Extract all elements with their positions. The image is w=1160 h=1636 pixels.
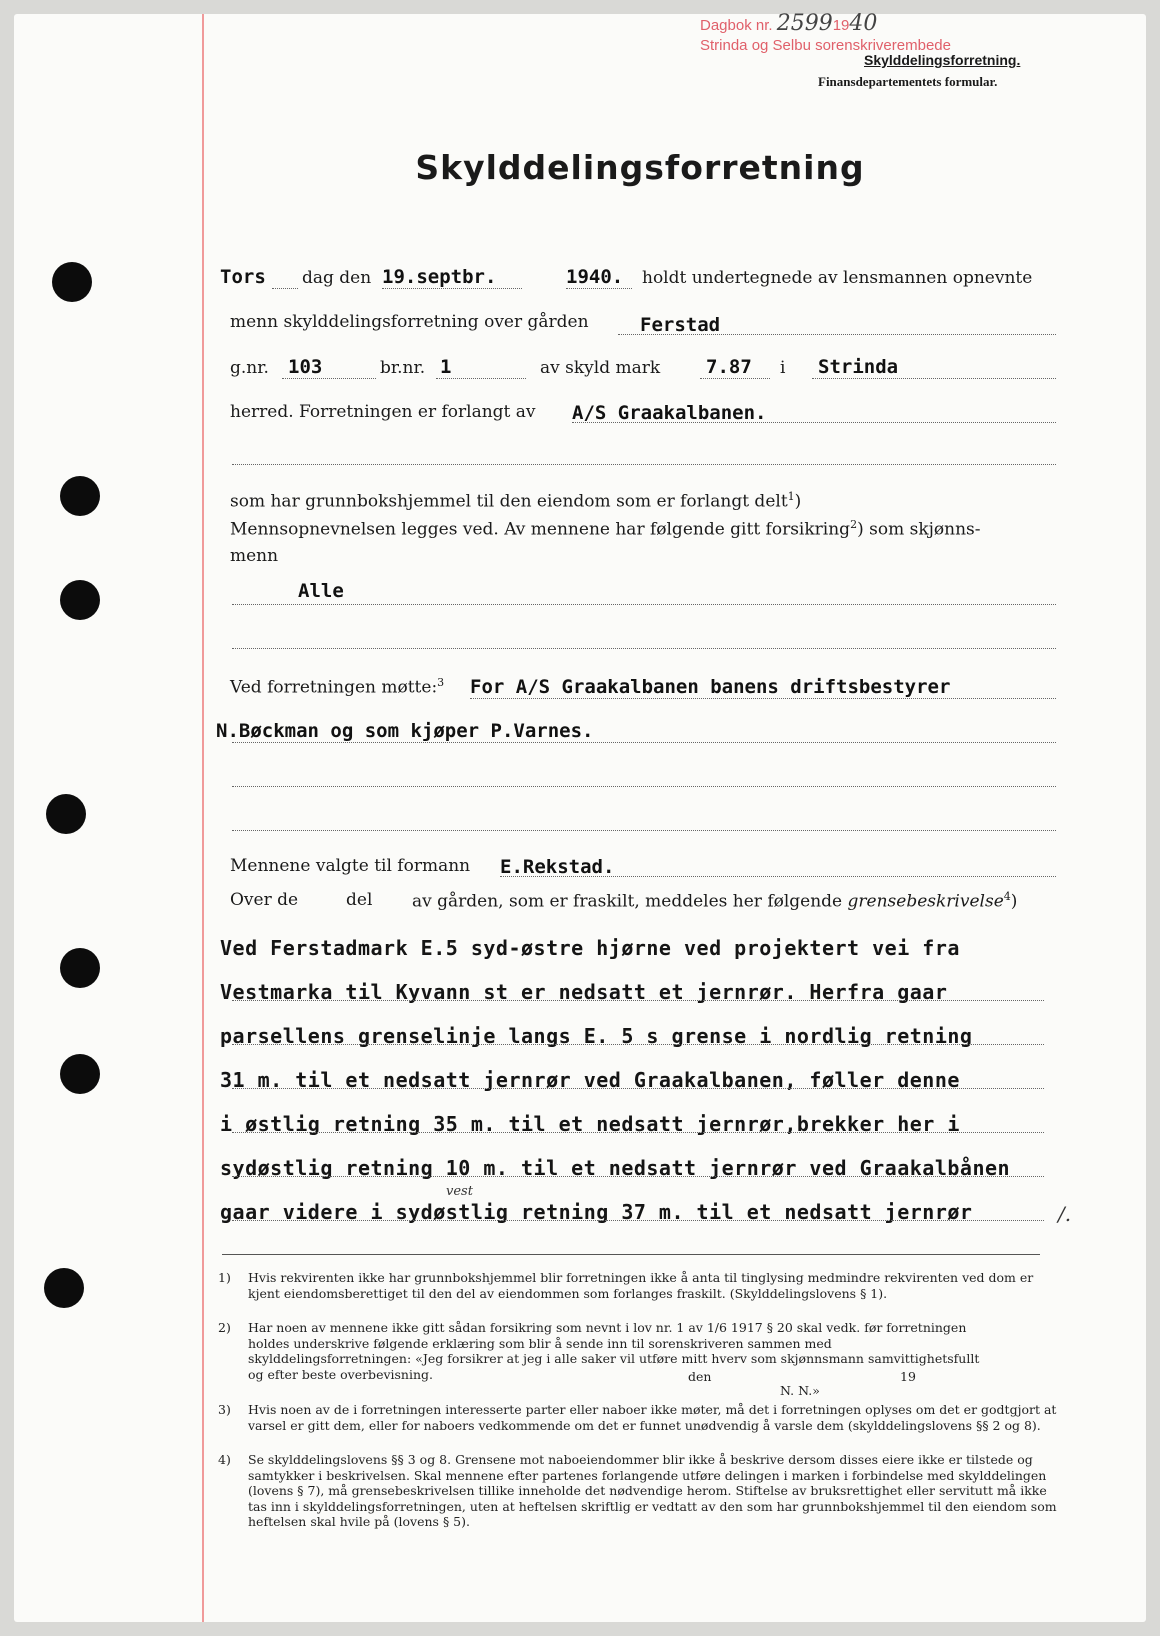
date-value: 19.septbr. [382,266,497,288]
dag-den-label: dag den [302,268,372,288]
del-label: del [346,890,373,910]
dotted-line [382,288,522,289]
footnote-number: 2) [218,1320,231,1335]
dotted-line [566,288,632,289]
line7: Mennsopnevnelsen legges ved. Av mennene har følgende gitt forsikring$^2$) som skjønns- [230,518,981,540]
dagbok-label: Dagbok nr. [700,17,773,34]
dotted-line [232,1088,1044,1089]
dotted-line [232,786,1056,787]
requester-label: herred. Forretningen er forlangt av [230,402,536,422]
dotted-line [812,378,1056,379]
skyld-label: av skyld mark [540,358,661,378]
dotted-line [272,288,298,289]
requester-value: A/S Graakalbanen. [572,402,767,424]
line7-tail: som skjønns- [869,519,981,540]
formann-label: Mennene valgte til formann [230,856,471,876]
dotted-line [232,648,1056,649]
gnr-value: 103 [288,356,323,378]
grense-intro: av gården, som er fraskilt, meddeles her følgende grensebeskrivelse$^4$) [412,890,1018,912]
weekday: Tors [220,266,266,288]
office-name: Strinda og Selbu sorenskriverembede [700,37,951,54]
brnr-value: 1 [440,356,452,378]
dotted-line [232,830,1056,831]
year-value: 1940. [566,266,624,288]
footnote-number: 4) [218,1452,231,1467]
brnr-label: br.nr. [380,358,426,378]
description-end-mark: /. [1058,1202,1072,1226]
dotted-line [470,698,1056,699]
dotted-line [232,1132,1044,1133]
dagbok-number: 2599 [776,11,833,36]
page-title: Skylddelingsforretning [415,148,865,187]
mote-label [230,676,444,698]
footnote-ref: 2 [850,518,858,531]
line8: menn [230,546,279,566]
farm-label: menn skylddelingsforretning over gården [230,312,589,332]
footnote [218,1270,1058,1301]
dotted-line [232,742,1056,743]
dotted-line [232,1176,1044,1177]
dagbok-year-hand: 40 [849,11,878,36]
dotted-line [618,334,1056,335]
description-line: gaar videre i sydøstlig retning 37 m. til et nedsatt jernrør [220,1200,973,1224]
line7-text: Mennsopnevnelsen legges ved. Av mennene har følgende gitt forsikring [230,519,851,540]
dotted-line [232,464,1056,465]
mote-label-text: Ved forretningen møtte: [230,677,438,698]
footnote-number: 3) [218,1402,231,1417]
description-line: i østlig retning 35 m. til et nedsatt jernrør,brekker her i [220,1112,960,1136]
line6-text: som har grunnbokshjemmel til den eiendom som er forlangt delt [230,491,788,512]
form-id: Skylddelingsforretning. [864,52,1021,68]
grense-word: grensebeskrivelse [847,891,1004,912]
formann-value: E.Rekstad. [500,856,615,878]
footnote-ref: 4 [1003,890,1011,903]
dotted-line [500,876,1056,877]
line-date [220,266,266,288]
mote-line-2: N.Bøckman og som kjøper P.Varnes. [216,720,594,742]
punch-hole [60,476,100,516]
description-line: parsellens grenselinje langs E. 5 s grense i nordlig retning [220,1024,973,1048]
over-de-label: Over de [230,890,299,910]
dotted-line [436,378,526,379]
municipality-value: Strinda [818,356,899,378]
mote-line-1: For A/S Graakalbanen banens driftsbestyrer [470,676,951,698]
footnote-rule [222,1254,1040,1255]
dotted-line [232,1220,1044,1221]
dotted-line [232,604,1056,605]
description-line: sydøstlig retning 10 m. til et nedsatt jernrør ved Graakalbånen [220,1156,1011,1180]
punch-hole [52,262,92,302]
dotted-line [572,422,1056,423]
footnote-den: den [688,1369,712,1384]
footnote-signature: N. N.» [780,1383,820,1398]
punch-hole [44,1268,84,1308]
punch-hole [60,1054,100,1094]
description-line: Ved Ferstadmark E.5 syd-østre hjørne ved projektert vei fra [220,936,960,960]
registry-stamp [700,11,1060,56]
punch-hole [60,580,100,620]
punch-hole [46,794,86,834]
footnote-ref: 1 [787,490,795,503]
dotted-line [700,378,770,379]
dagbok-year-print: 19 [832,17,850,34]
menn-value: Alle [298,580,344,602]
farm-value: Ferstad [640,314,721,336]
footnote [218,1402,1058,1433]
i-label: i [780,358,786,378]
footnote-text: Hvis noen av de i forretningen interesserte parter eller naboer ikke møter, må det i forretningen oplyses om det er godtgjort at varsel er gitt dem, eller for naboers vedkommende om det er funnet unødvendig å varsle dem (skylddelingslovens §§ 2 og 8). [248,1402,1057,1433]
footnote-text: Se skylddelingslovens §§ 3 og 8. Grensene mot naboeiendommer blir ikke å beskrive dersom disses eiere ikke er tilstede og samtykker i beskrivelsen. Skal mennene efter partenes forlangende utføre delingen i marken i forbindelse med skylddelingen (lovens § 7), må grensebeskrivelsen tillike inneholde det nødvendige herom. Stiftelse av bruksrettighet eller servitutt må ikke tas inn i skylddelingsforretningen, uten at heftelsen skriftlig er vedtatt av den som har grunnbokshjemmel til den eiendom som heftelsen skal hvile på (lovens § 5). [248,1452,1057,1529]
line1-tail: holdt undertegnede av lensmannen opnevnte [642,268,1033,288]
dotted-line [232,1044,1044,1045]
gnr-label: g.nr. [230,358,269,378]
punch-hole [60,948,100,988]
margin-line [202,14,204,1622]
footnote-number: 1) [218,1270,231,1285]
grense-intro-text: av gården, som er fraskilt, meddeles her følgende [412,891,843,912]
dotted-line [282,378,376,379]
footnote [218,1320,1058,1382]
skyld-value: 7.87 [706,356,752,378]
footnote-year: 19 [900,1369,916,1384]
description-insert: vest [446,1184,473,1199]
footnote-text: Har noen av mennene ikke gitt sådan forsikring som nevnt i lov nr. 1 av 1/6 1917 § 20 skal vedk. før forretningen holdes underskrive følgende erklæring som blir å sende inn til sorenskriveren sammen med skylddelingsforretningen: «Jeg forsikrer at jeg i alle saker vil utføre mitt hverv som skjønnsmann samvittighetsfullt og efter beste overbevisning. [248,1320,980,1382]
line6: som har grunnbokshjemmel til den eiendom som er forlangt delt$^1$) [230,490,802,512]
footnote-text: Hvis rekvirenten ikke har grunnbokshjemmel blir forretningen ikke å anta til tinglysing medmindre rekvirenten ved dom er kjent eiendomsberettiget til den del av eiendommen som forlanges fraskilt. (Skylddelingslovens § 1). [248,1270,1034,1301]
dotted-line [232,1000,1044,1001]
footnote [218,1452,1058,1530]
description-line: Vestmarka til Kyvann st er nedsatt et jernrør. Herfra gaar [220,980,948,1004]
form-note: Finansdepartementets formular. [818,74,998,89]
description-line: 31 m. til et nedsatt jernrør ved Graakalbanen, føller denne [220,1068,960,1092]
footnote-ref: 3 [437,676,445,689]
